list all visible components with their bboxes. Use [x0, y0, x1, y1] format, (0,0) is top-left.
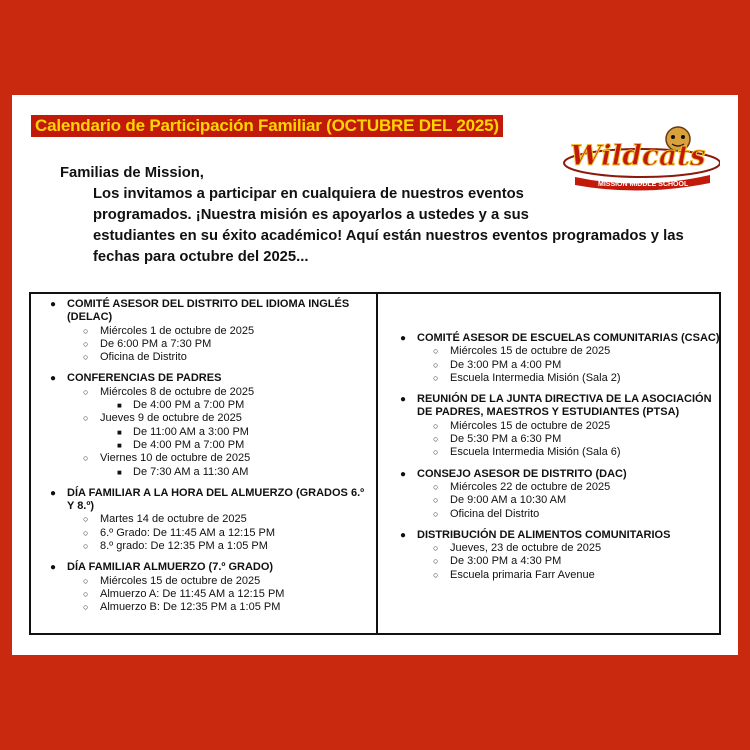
- event-date: Martes 14 de octubre de 2025: [100, 513, 247, 526]
- event-time: De 3:00 PM a 4:00 PM: [450, 358, 562, 371]
- event-date: Miércoles 15 de octubre de 2025: [450, 419, 611, 432]
- events-right-column: [381, 332, 721, 590]
- page-title: Calendario de Participación Familiar (OCTUBRE DEL 2025): [31, 115, 503, 137]
- events-table: [29, 292, 721, 635]
- event-date: Miércoles 15 de octubre de 2025: [450, 345, 611, 358]
- event-title: DÍA FAMILIAR A LA HORA DEL ALMUERZO (GRADOS 6.º Y 8.º): [67, 486, 365, 513]
- event-food-distribution: ● DISTRIBUCIÓN DE ALIMENTOS COMUNITARIOS ○ Jueves, 23 de octubre de 2025 ○ De 3:00 PM a 4:30 PM ○ Escuela primaria Farr Avenue: [381, 529, 721, 582]
- event-title: DÍA FAMILIAR ALMUERZO (7.º GRADO): [67, 561, 274, 574]
- event-time: De 5:30 PM a 6:30 PM: [450, 433, 562, 446]
- svg-text:Wildcats: Wildcats: [570, 139, 706, 172]
- event-delac: ● COMITÉ ASESOR DEL DISTRITO DEL IDIOMA INGLÉS (DELAC) ○ Miércoles 1 de octubre de 2025 ○ De 6:00 PM a 7:30 PM ○ Oficina de Distrito: [31, 298, 371, 364]
- event-time: De 4:00 PM a 7:00 PM: [133, 438, 245, 451]
- event-date: Miércoles 1 de octubre de 2025: [100, 324, 255, 337]
- event-title: CONFERENCIAS DE PADRES: [67, 372, 222, 385]
- flyer-page: [12, 95, 738, 655]
- event-title: CONSEJO ASESOR DE DISTRITO (DAC): [417, 467, 627, 480]
- event-time: 6.º Grado: De 11:45 AM a 12:15 PM: [100, 526, 276, 539]
- event-title: DISTRIBUCIÓN DE ALIMENTOS COMUNITARIOS: [417, 528, 671, 541]
- event-dac: ● CONSEJO ASESOR DE DISTRITO (DAC) ○ Miércoles 22 de octubre de 2025 ○ De 9:00 AM a 10:30 AM ○ Oficina del Distrito: [381, 468, 721, 521]
- event-date: Miércoles 8 de octubre de 2025: [100, 385, 255, 398]
- svg-text:MISSION MIDDLE SCHOOL: MISSION MIDDLE SCHOOL: [598, 181, 689, 188]
- event-title: COMITÉ ASESOR DE ESCUELAS COMUNITARIAS (CSAC): [417, 332, 720, 344]
- event-location: Escuela primaria Farr Avenue: [450, 568, 595, 581]
- event-date: Miércoles 15 de octubre de 2025: [100, 574, 261, 587]
- event-csac: ● COMITÉ ASESOR DE ESCUELAS COMUNITARIAS (CSAC) ○ Miércoles 15 de octubre de 2025 ○ De 3:00 PM a 4:00 PM ○ Escuela Intermedia Misión (Sala 2): [400, 332, 720, 384]
- event-time: De 9:00 AM a 10:30 AM: [450, 494, 567, 507]
- events-left-column: [31, 298, 371, 623]
- event-time: De 11:00 AM a 3:00 PM: [133, 425, 249, 438]
- intro-line-4: fechas para octubre del 2025...: [93, 249, 309, 265]
- intro-text: [60, 163, 700, 268]
- event-location: Escuela Intermedia Misión (Sala 2): [450, 371, 621, 384]
- event-time: Almuerzo B: De 12:35 PM a 1:05 PM: [100, 601, 281, 614]
- event-time: De 4:00 PM a 7:00 PM: [133, 399, 245, 412]
- event-time: Almuerzo A: De 11:45 AM a 12:15 PM: [100, 587, 285, 600]
- event-time: 8.º grado: De 12:35 PM a 1:05 PM: [100, 540, 268, 553]
- event-location: Oficina del Distrito: [450, 507, 540, 520]
- intro-line-3: estudiantes en su éxito académico! Aquí están nuestros eventos programados y las: [93, 228, 684, 244]
- event-ptsa: ● REUNIÓN DE LA JUNTA DIRECTIVA DE LA ASOCIACIÓN DE PADRES, MAESTROS Y ESTUDIANTES (PTSA) ○ Miércoles 15 de octubre de 2025 ○ De 5:30 PM a 6:30 PM ○ Escuela Intermedia Misión (Sala 6): [381, 393, 721, 459]
- event-location: Escuela Intermedia Misión (Sala 6): [450, 446, 621, 459]
- event-family-lunch-7: ● DÍA FAMILIAR ALMUERZO (7.º GRADO) ○ Miércoles 15 de octubre de 2025 ○ Almuerzo A: De 11:45 AM a 12:15 PM ○ Almuerzo B: De 12:35 PM a 1:05 PM: [31, 561, 371, 614]
- event-date: Viernes 10 de octubre de 2025: [100, 452, 251, 465]
- event-title: REUNIÓN DE LA JUNTA DIRECTIVA DE LA ASOCIACIÓN DE PADRES, MAESTROS Y ESTUDIANTES (PTSA): [417, 393, 712, 419]
- event-title: COMITÉ ASESOR DEL DISTRITO DEL IDIOMA INGLÉS (DELAC): [67, 298, 350, 324]
- event-date: Jueves 9 de octubre de 2025: [100, 412, 242, 425]
- event-time: De 3:00 PM a 4:30 PM: [450, 555, 562, 568]
- column-divider: [376, 294, 378, 633]
- event-location: Oficina de Distrito: [100, 351, 187, 364]
- event-conferences: ● CONFERENCIAS DE PADRES ○ Miércoles 8 de octubre de 2025 ■ De 4:00 PM a 7:00 PM ○ Jueves 9 de octubre de 2025 ■ De 11:00 AM a 3:00 PM ■ De 4:00 PM a 7:00 PM ○ Viernes 10 de octubre de 2025 ■ De 7:30 AM a 11:30 AM: [31, 372, 371, 478]
- greeting: Familias de Mission,: [60, 165, 204, 181]
- event-date: Miércoles 22 de octubre de 2025: [450, 480, 611, 493]
- event-time: De 7:30 AM a 11:30 AM: [133, 465, 249, 478]
- intro-line-1: Los invitamos a participar en cualquiera de nuestros eventos: [93, 186, 524, 202]
- event-family-lunch-6-8: ● DÍA FAMILIAR A LA HORA DEL ALMUERZO (GRADOS 6.º Y 8.º) ○ Martes 14 de octubre de 2025 ○ 6.º Grado: De 11:45 AM a 12:15 PM ○ 8.º grado: De 12:35 PM a 1:05 PM: [31, 487, 371, 553]
- intro-line-2: programados. ¡Nuestra misión es apoyarlos a ustedes y a sus: [93, 207, 529, 223]
- event-time: De 6:00 PM a 7:30 PM: [100, 337, 212, 350]
- event-date: Jueves, 23 de octubre de 2025: [450, 542, 602, 555]
